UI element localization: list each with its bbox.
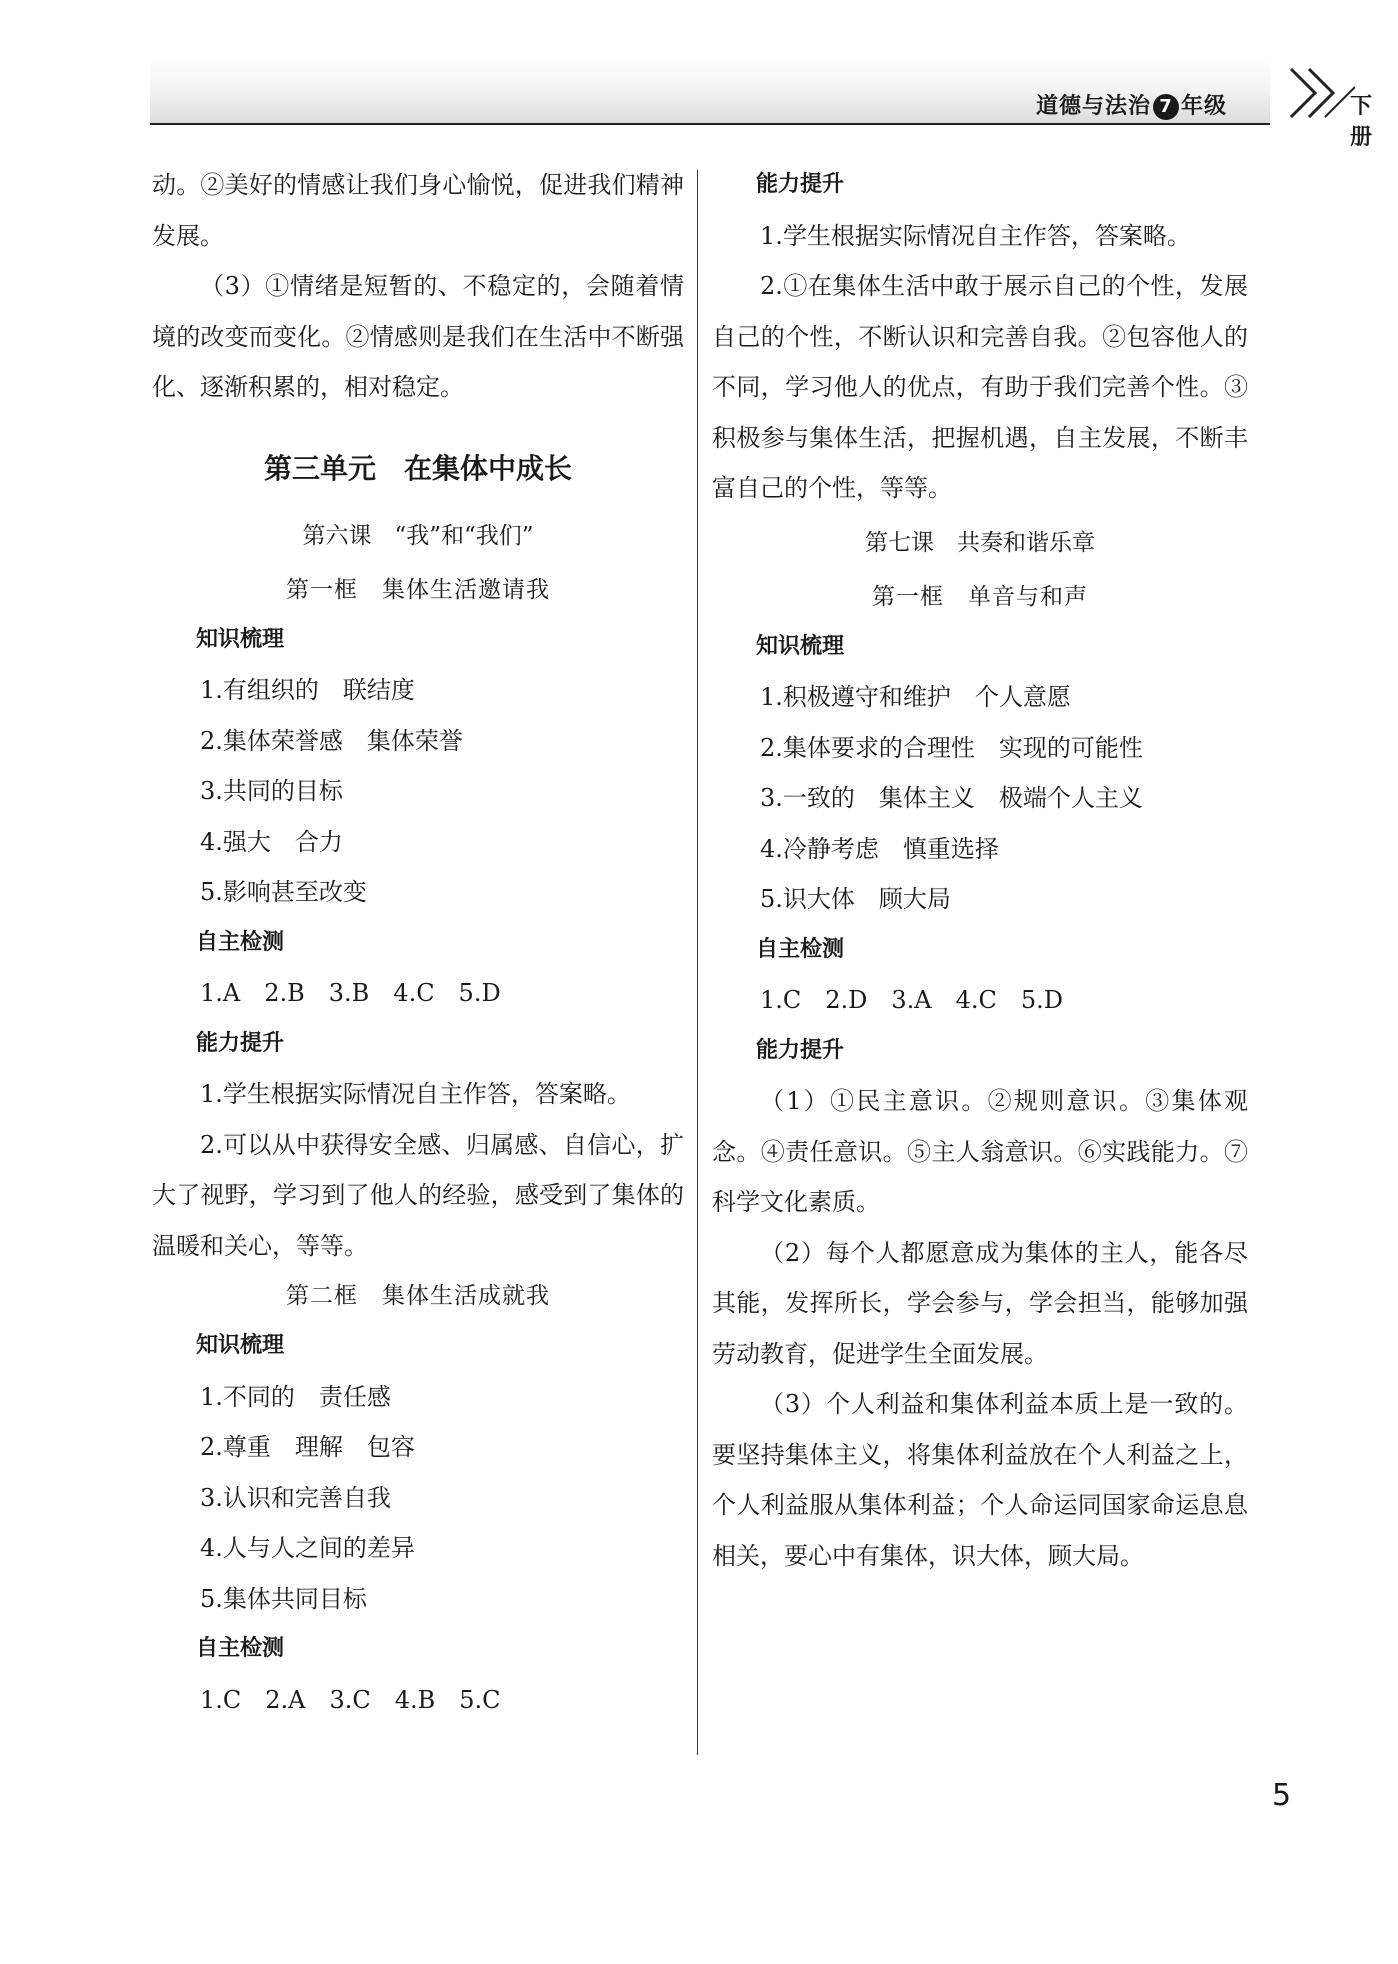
answer-paragraph: 2.①在集体生活中敢于展示自己的个性，发展自己的个性，不断认识和完善自我。②包容他人的不同，学习他人的优点，有助于我们完善个性。③积极参与集体生活，把握机遇，自主发展，不断丰富自己的个性，等等。	[712, 272, 1248, 502]
list-item: 3.共同的目标	[200, 777, 343, 805]
page-number: 5	[1272, 1778, 1292, 1813]
list-item: 1.有组织的 联结度	[200, 676, 415, 704]
page-header	[150, 55, 1377, 150]
section-heading: 能力提升	[756, 172, 845, 197]
list-item: 4.人与人之间的差异	[200, 1534, 415, 1562]
list-item: 2.尊重 理解 包容	[200, 1433, 415, 1461]
header-grade-suffix: 年级	[1181, 94, 1228, 119]
answer-paragraph: 2.可以从中获得安全感、归属感、自信心，扩大了视野，学习到了他人的经验，感受到了集体的温暖和关心，等等。	[152, 1130, 684, 1260]
grade-number-badge: 7	[1153, 94, 1179, 120]
section-heading: 能力提升	[756, 1037, 845, 1063]
column-divider	[697, 170, 698, 1755]
answer-line: 1.C 2.D 3.A 4.C 5.D	[760, 986, 1064, 1014]
list-item: 3.一致的 集体主义 极端个人主义	[760, 784, 1143, 812]
frame-title: 第一框 集体生活邀请我	[286, 576, 550, 603]
section-heading: 能力提升	[196, 1030, 285, 1056]
section-heading: 知识梳理	[756, 633, 845, 659]
list-item: 3.认识和完善自我	[200, 1483, 391, 1512]
header-volume: 下册	[1350, 94, 1377, 150]
list-item: 5.集体共同目标	[200, 1584, 367, 1613]
section-heading: 自主检测	[196, 1636, 285, 1661]
double-chevron-icon	[1285, 63, 1355, 121]
lesson-title: 第六课 “我”和“我们”	[302, 522, 534, 549]
section-heading: 知识梳理	[196, 626, 285, 652]
continued-paragraph: 动。②美好的情感让我们身心愉悦，促进我们精神发展。	[152, 171, 684, 250]
answer-line: 1.A 2.B 3.B 4.C 5.D	[200, 979, 501, 1007]
list-item: 5.识大体 顾大局	[760, 885, 951, 913]
answer-paragraph: （2）每个人都愿意成为集体的主人，能各尽其能，发挥所长，学会参与，学会担当，能够加强劳动教育，促进学生全面发展。	[712, 1238, 1248, 1368]
header-subject-grade	[1036, 89, 1227, 120]
answer-paragraph: （1）①民主意识。②规则意识。③集体观念。④责任意识。⑤主人翁意识。⑥实践能力。⑦科学文化素质。	[712, 1087, 1248, 1216]
answer-paragraph: （3）个人利益和集体利益本质上是一致的。要坚持集体主义，将集体利益放在个人利益之上，个人利益服从集体利益；个人命运同国家命运息息相关，要心中有集体，识大体，顾大局。	[712, 1390, 1248, 1570]
answer-paragraph: （3）①情绪是短暂的、不稳定的，会随着情境的改变而变化。②情感则是我们在生活中不断强化、逐渐积累的，相对稳定。	[152, 272, 684, 401]
lesson-title: 第七课 共奏和谐乐章	[865, 529, 1095, 556]
section-heading: 自主检测	[756, 936, 845, 962]
list-item: 1.不同的 责任感	[200, 1382, 391, 1411]
list-item: 2.集体荣誉感 集体荣誉	[200, 726, 463, 755]
list-item: 1.积极遵守和维护 个人意愿	[760, 683, 1071, 711]
list-item: 4.冷静考虑 慎重选择	[760, 834, 999, 863]
right-column	[712, 160, 1248, 1581]
list-item: 4.强大 合力	[200, 827, 343, 856]
answer-line: 1.C 2.A 3.C 4.B 5.C	[200, 1685, 501, 1714]
unit-title: 第三单元 在集体中成长	[263, 451, 572, 485]
answer-paragraph: 1.学生根据实际情况自主作答，答案略。	[200, 1080, 631, 1108]
frame-title: 第一框 单音与和声	[872, 583, 1088, 610]
list-item: 2.集体要求的合理性 实现的可能性	[760, 733, 1143, 762]
section-heading: 自主检测	[196, 929, 285, 955]
frame-title: 第二框 集体生活成就我	[286, 1283, 550, 1309]
left-column	[152, 160, 684, 1725]
list-item: 5.影响甚至改变	[200, 878, 367, 906]
answer-paragraph: 1.学生根据实际情况自主作答，答案略。	[760, 221, 1191, 250]
section-heading: 知识梳理	[196, 1333, 285, 1358]
header-subject: 道德与法治	[1036, 94, 1152, 119]
